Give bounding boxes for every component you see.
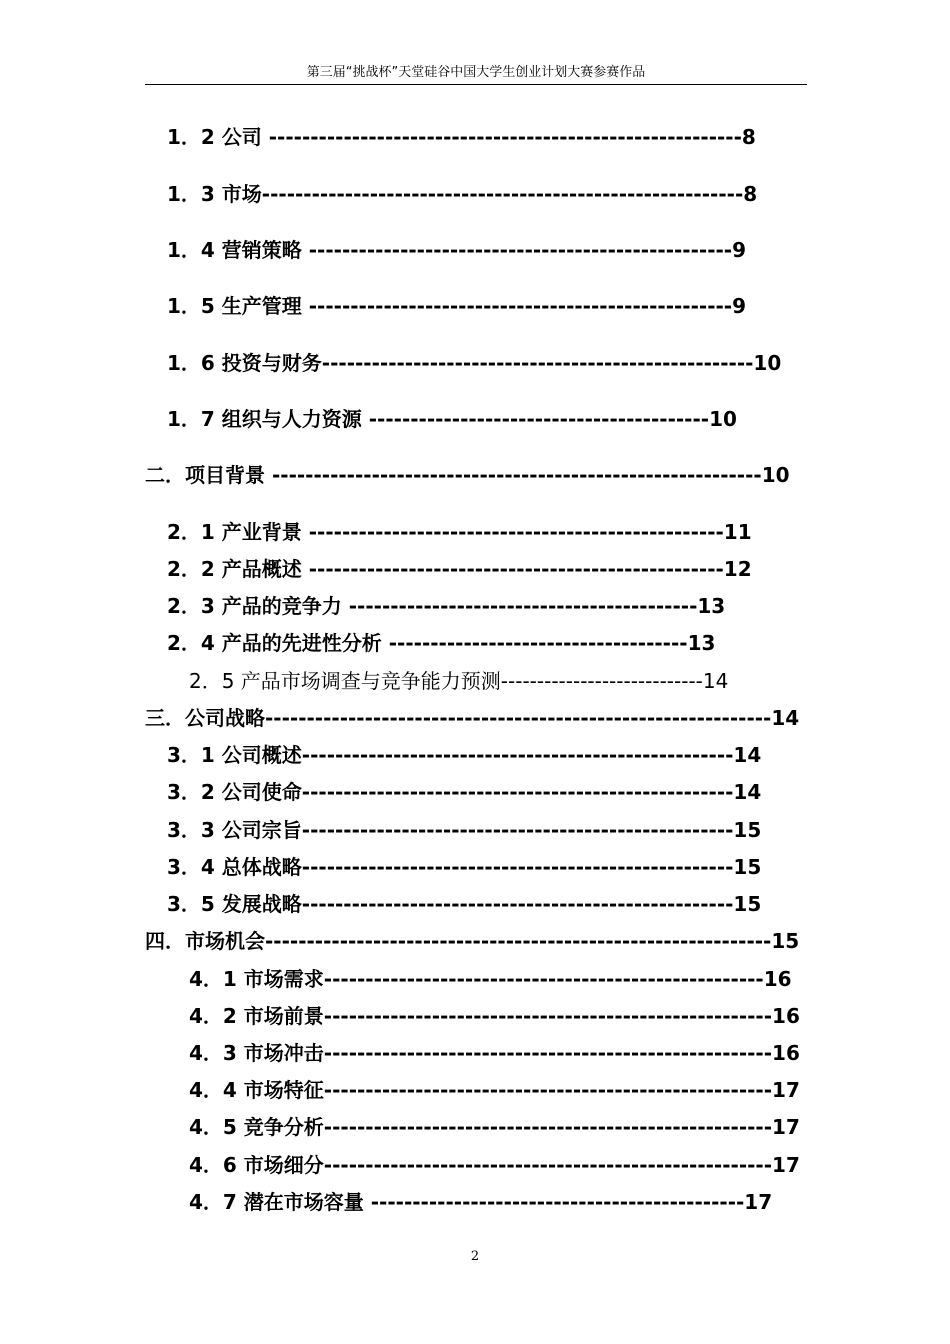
toc-entry-1-2: 1．2 公司 ---------------------------------------------------------8 xyxy=(167,125,756,149)
page-number: 2 xyxy=(470,1249,480,1264)
toc-entry-2-2: 2．2 产品概述 --------------------------------------------------12 xyxy=(167,557,752,581)
toc-entry-1-6: 1．6 投资与财务----------------------------------------------------10 xyxy=(167,351,782,375)
toc-entry-3-5: 3．5 发展战略----------------------------------------------------15 xyxy=(167,892,762,916)
toc-entry-1-4: 1．4 营销策略 ---------------------------------------------------9 xyxy=(167,238,747,262)
toc-entry-4-1: 4．1 市场需求-----------------------------------------------------16 xyxy=(189,967,792,991)
toc-chapter-4: 四．市场机会-------------------------------------------------------------15 xyxy=(145,929,800,953)
toc-entry-4-4: 4．4 市场特征------------------------------------------------------17 xyxy=(189,1078,800,1102)
toc-entry-1-5: 1．5 生产管理 ---------------------------------------------------9 xyxy=(167,294,747,318)
toc-entry-2-3: 2．3 产品的竞争力 ------------------------------------------13 xyxy=(167,594,726,618)
toc-entry-4-3: 4．3 市场冲击------------------------------------------------------16 xyxy=(189,1041,800,1065)
toc-chapter-3: 三．公司战略-------------------------------------------------------------14 xyxy=(145,706,800,730)
toc-entry-2-5: 2．5 产品市场调查与竞争能力预测----------------------------14 xyxy=(189,669,729,693)
toc-entry-3-1: 3．1 公司概述----------------------------------------------------14 xyxy=(167,743,762,767)
toc-entry-3-2: 3．2 公司使命----------------------------------------------------14 xyxy=(167,780,762,804)
toc-entry-3-4: 3．4 总体战略----------------------------------------------------15 xyxy=(167,855,762,879)
toc-chapter-2: 二．项目背景 -----------------------------------------------------------10 xyxy=(145,463,790,487)
toc-entry-4-7: 4．7 潜在市场容量 ---------------------------------------------17 xyxy=(189,1190,773,1214)
toc-entry-1-3: 1．3 市场----------------------------------------------------------8 xyxy=(167,182,758,206)
toc-entry-4-5: 4．5 竞争分析------------------------------------------------------17 xyxy=(189,1115,800,1139)
toc-entry-3-3: 3．3 公司宗旨----------------------------------------------------15 xyxy=(167,818,762,842)
toc-entry-2-1: 2．1 产业背景 --------------------------------------------------11 xyxy=(167,520,752,544)
toc-entry-4-6: 4．6 市场细分------------------------------------------------------17 xyxy=(189,1153,800,1177)
toc-entry-1-7: 1．7 组织与人力资源 -----------------------------------------10 xyxy=(167,407,737,431)
toc-entry-2-4: 2．4 产品的先进性分析 ------------------------------------13 xyxy=(167,631,716,655)
toc-entry-4-2: 4．2 市场前景------------------------------------------------------16 xyxy=(189,1004,800,1028)
header-title: 第三届“挑战杯”天堂硅谷中国大学生创业计划大赛参赛作品 xyxy=(306,65,646,80)
